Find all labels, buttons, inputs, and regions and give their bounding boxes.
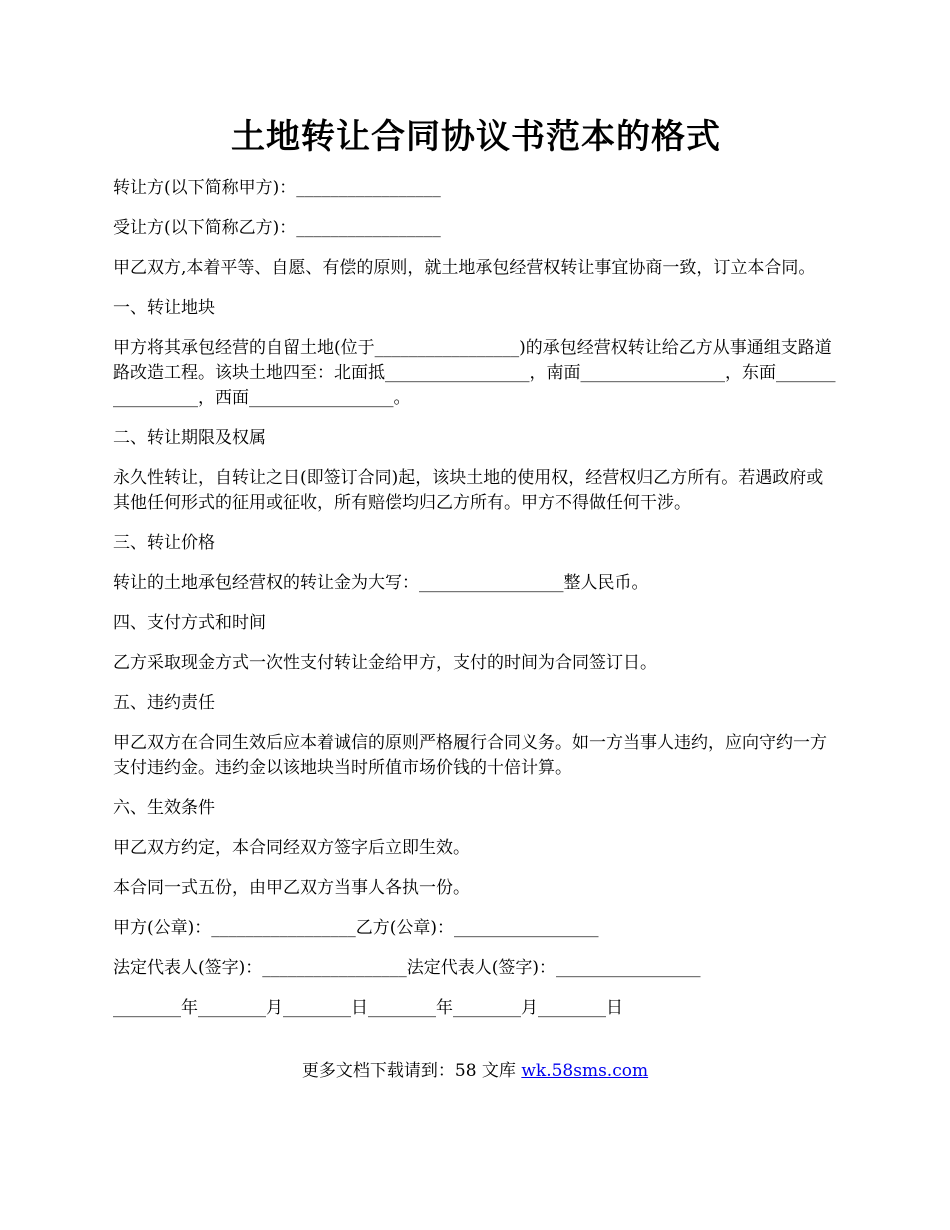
paragraph-term-ownership: 永久性转让，自转让之日(即签订合同)起，该块土地的使用权，经营权归乙方所有。若遇政府或其他任何形式的征用或征收，所有赔偿均归乙方所有。甲方不得做任何干涉。 [113, 468, 824, 513]
section-heading-effectiveness: 六、生效条件 [113, 798, 215, 818]
paragraph-effectiveness: 甲乙双方约定，本合同经双方签字后立即生效。 [113, 838, 470, 858]
section-heading-land-parcel: 一、转让地块 [113, 298, 215, 318]
footer-text: 更多文档下载请到：58 文库 [301, 1061, 522, 1081]
signature-representative-line: 法定代表人(签字)：_________________法定代表人(签字)：_________________ [113, 958, 701, 978]
section-heading-price: 三、转让价格 [113, 533, 215, 553]
paragraph-payment: 乙方采取现金方式一次性支付转让金给甲方，支付的时间为合同签订日。 [113, 653, 657, 673]
paragraph-land-parcel: 甲方将其承包经营的自留土地(位于_________________)的承包经营权转让给乙方从事通组支路道路改造工程。该块土地四至：北面抵_________________，南面_________________，东面_________________，西面_________________。 [113, 338, 836, 408]
document-body [113, 112, 839, 1036]
paragraph-transferee: 受让方(以下简称乙方)：_________________ [113, 218, 441, 238]
paragraph-preamble: 甲乙双方,本着平等、自愿、有偿的原则，就土地承包经营权转让事宜协商一致，订立本合同。 [113, 258, 816, 278]
footer-link[interactable]: wk.58sms.com [521, 1061, 649, 1081]
paragraph-transferor: 转让方(以下简称甲方)：_________________ [113, 178, 441, 198]
section-heading-payment: 四、支付方式和时间 [113, 613, 266, 633]
document-title: 土地转让合同协议书范本的格式 [231, 117, 721, 157]
paragraph-price: 转让的土地承包经营权的转让金为大写：_________________整人民币。 [113, 573, 649, 593]
section-heading-breach: 五、违约责任 [113, 693, 215, 713]
paragraph-copies: 本合同一式五份，由甲乙双方当事人各执一份。 [113, 878, 470, 898]
paragraph-breach: 甲乙双方在合同生效后应本着诚信的原则严格履行合同义务。如一方当事人违约，应向守约一方支付违约金。违约金以该地块当时所值市场价钱的十倍计算。 [113, 733, 827, 778]
signature-date-line: ________年________月________日________年________月________日 [113, 998, 623, 1018]
page-footer [0, 1059, 950, 1084]
signature-seal-line: 甲方(公章)：_________________乙方(公章)：_________________ [113, 918, 599, 938]
section-heading-term-ownership: 二、转让期限及权属 [113, 428, 266, 448]
